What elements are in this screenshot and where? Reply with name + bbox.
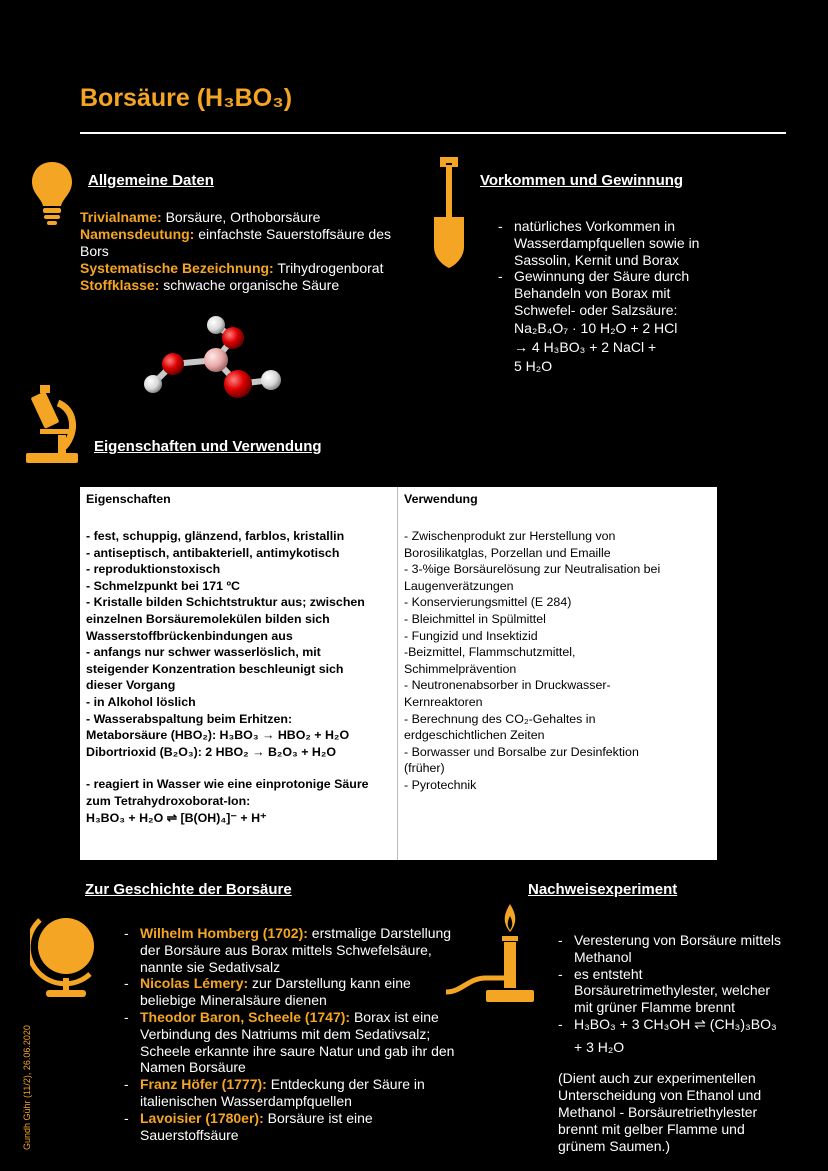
experiment-equation-end: + 3 H₂O bbox=[574, 1038, 625, 1055]
general-data-heading: Allgemeine Daten bbox=[88, 172, 214, 189]
general-row: Stoffklasse: schwache organische Säure bbox=[80, 277, 340, 293]
list-item: - Nicolas Lémery: zur Darstellung kann eine beliebige Mineralsäure dienen bbox=[124, 975, 459, 1009]
occurrence-heading: Vorkommen und Gewinnung bbox=[480, 172, 684, 189]
lightbulb-icon bbox=[30, 160, 74, 226]
list-item: - Theodor Baron, Scheele (1747): Borax ist eine Verbindung des Natriums mit dem Sedativsalz; Scheele erkannte ihre saure Natur und gab ihr den Namen Borsäure bbox=[124, 1009, 459, 1076]
list-item: - Gewinnung der Säure durch Behandeln von Borax mit Schwefel- oder Salzsäure: bbox=[498, 268, 728, 318]
list-item: - Veresterung von Borsäure mittels Methanol bbox=[558, 932, 788, 966]
properties-table bbox=[80, 487, 717, 860]
properties-heading: Eigenschaften und Verwendung bbox=[94, 438, 322, 455]
experiment-heading: Nachweisexperiment bbox=[528, 881, 678, 898]
column-header-properties: Eigenschaften bbox=[80, 487, 398, 514]
usage-cell: - Zwischenprodukt zur Herstellung von Borosilikatglas, Porzellan und Emaille - 3-%ige Borsäurelösung zur Neutralisation bei Laugenverätzungen - Konservierungsmittel (E 284) - Bleichmittel in Spülmittel - Fungizid und Insektizid -Beizmittel, Flammschutzmittel, Schimmelprävention - Neutronenabsorber in Druckwasser- Kernreaktoren - Berechnung des CO₂-Gehaltes in erdgeschichtlichen Zeiten - Borwasser und Borsalbe zur Desinfektion (früher) - Pyrotechnik bbox=[404, 529, 661, 792]
experiment-block bbox=[558, 932, 788, 1155]
list-item: - Lavoisier (1780er): Borsäure ist eine Sauerstoffsäure bbox=[124, 1110, 459, 1144]
list-item: - H₃BO₃ + 3 CH₃OH ⇌ (CH₃)₃BO₃ bbox=[558, 1016, 788, 1033]
list-item: - natürliches Vorkommen in Wasserdampfquellen sowie in Sassolin, Kernit und Borax bbox=[498, 218, 728, 268]
occurrence-block bbox=[498, 218, 728, 376]
page-title: Borsäure (H₃BO₃) bbox=[80, 84, 293, 112]
boric-acid-molecule-image bbox=[138, 312, 288, 412]
bunsen-burner-icon bbox=[446, 902, 536, 1006]
equation-line: Na₂B₄O₇ · 10 H₂O + 2 HCl bbox=[514, 319, 678, 336]
properties-cell: - fest, schuppig, glänzend, farblos, kristallin - antiseptisch, antibakteriell, antimykotisch - reproduktionstoxisch - Schmelzpunkt bei 171 ºC - Kristalle bilden Schichtstruktur aus; zwischen einzelnen Borsäuremolekülen bilden sich Wasserstoffbrückenbindungen aus - anfangs nur schwer wasserlöslich, mit steigender Konzentration beschleunigt sich dieser Vorgang - in Alkohol löslich - Wasserabspaltung beim Erhitzen: Metaborsäure (HBO₂): H₃BO₃ → HBO₂ + H₂O Dibortrioxid (B₂O₃): 2 HBO₂ → B₂O₃ + H₂O - reagiert in Wasser wie eine einprotonige Säure zum Tetrahydroxoborat-Ion: H₃BO₃ + H₂O ⇌ [B(OH)₄]⁻ + H⁺ bbox=[80, 514, 398, 860]
equation-line: 5 H₂O bbox=[514, 357, 553, 374]
general-row: Trivialname: Borsäure, Orthoborsäure bbox=[80, 209, 321, 225]
history-block bbox=[124, 925, 459, 1143]
general-data-block bbox=[80, 209, 420, 294]
shovel-icon bbox=[432, 155, 466, 269]
globe-icon bbox=[30, 908, 102, 1000]
list-item: - Franz Höfer (1777): Entdeckung der Säure in italienischen Wasserdampfquellen bbox=[124, 1076, 459, 1110]
history-heading: Zur Geschichte der Borsäure bbox=[85, 881, 292, 898]
title-divider bbox=[80, 132, 786, 134]
experiment-note: (Dient auch zur experimentellen Unterscheidung von Ethanol und Methanol - Borsäuretriethylester brennt mit gelber Flamme und grünem Saumen.) bbox=[558, 1069, 762, 1154]
list-item: - es entsteht Borsäuretrimethylester, welcher mit grüner Flamme brennt bbox=[558, 966, 788, 1016]
general-row: Namensdeutung: einfachste Sauerstoffsäure des Bors bbox=[80, 226, 391, 259]
general-row: Systematische Bezeichnung: Trihydrogenborat bbox=[80, 260, 384, 276]
author-credit: Gundh Gühr (11/2), 26.06.2020 bbox=[22, 1025, 32, 1150]
microscope-icon bbox=[22, 383, 82, 469]
list-item: - Wilhelm Homberg (1702): erstmalige Darstellung der Borsäure aus Borax mittels Schwefelsäure, nannte sie Sedativsalz bbox=[124, 925, 459, 975]
equation-line: → 4 H₃BO₃ + 2 NaCl + bbox=[514, 338, 657, 355]
column-header-usage: Verwendung bbox=[404, 492, 478, 506]
